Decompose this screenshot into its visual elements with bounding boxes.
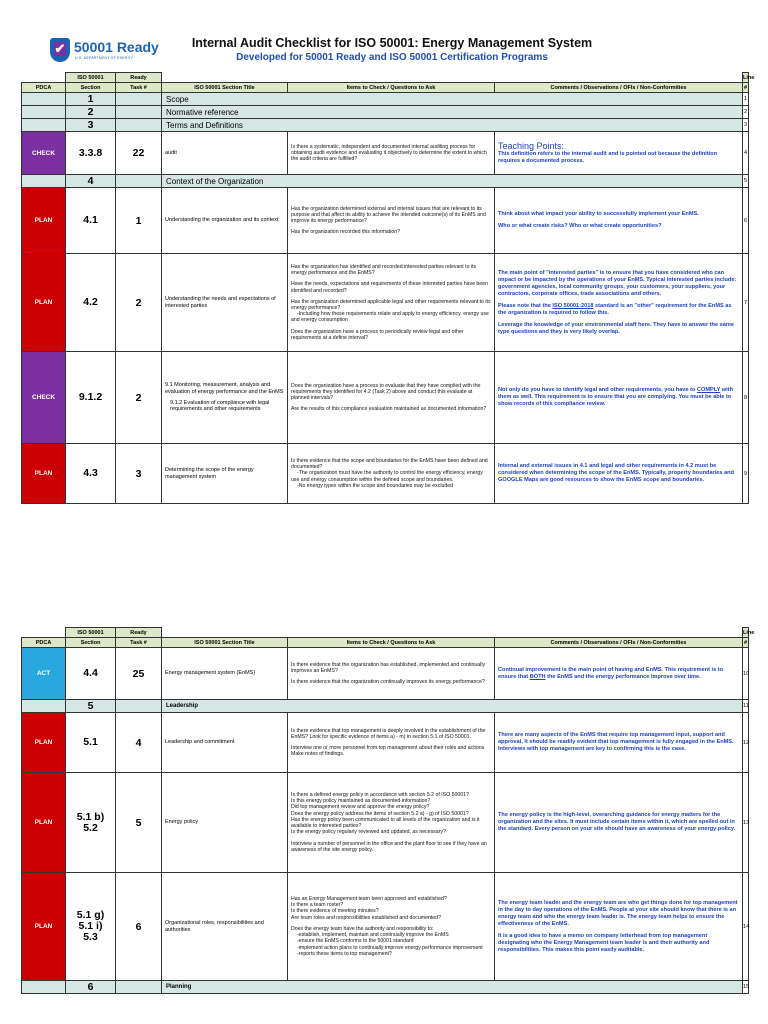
col-task: Task # [116, 638, 162, 648]
col-comments: Comments / Observations / OFIs / Non-Conformities [495, 83, 743, 93]
page-subtitle: Developed for 50001 Ready and ISO 50001 Certification Programs [236, 52, 548, 63]
col-items: Items to Check / Questions to Ask [288, 638, 495, 648]
table-row: CHECK 9.1.2 2 9.1 Monitoring, measurement, analysis and evaluation of energy performance and the EnMS 9.1.2 Evaluation of compliance with legal requirements and other requirements Does the organization have a process to evaluate that they have complied with the requirements they identified for 4.2 (Task 2) above and conduct this evaluate at planned intervals? Are the results of this compliance evaluation maintained as documented information? Not only do you have to identify legal and other requirements, you have to COMPLY with them as well. This requirement is to ensure that you are complying. You must be able to show records of this compliance review. 8 [22, 352, 749, 444]
pdca-badge: ACT [22, 648, 66, 700]
checklist-table-1 [21, 72, 755, 504]
col-ready-top: Ready [116, 628, 162, 638]
table-row: 3 Terms and Definitions 3 [22, 119, 749, 132]
table-row: PLAN 5.1 b) 5.2 5 Energy policy Is there a defined energy policy in accordance with section 5.2 of ISO 50001? Is this energy policy maintained as documented information? Did top management review and approve the energy policy? Does the energy policy address the items of section 5.2 a) - g) of ISO 50001? Has the energy policy been communicated to all levels of the organization and is it available to interested parties? Is the energy policy regularly reviewed and updated, as necessary? Interview a number of personnel in the office and the plant floor to see if they have an awareness of the site energy policy. The energy policy is the high-level, overarching guidance for energy matters for the organization and the sites. It must include certain items within it, which are spelled out in the standard. Every person on your site should have an awareness of your energy policy. 13 [22, 773, 749, 873]
table-row: 2 Normative reference 2 [22, 106, 749, 119]
table-row: PLAN 4.2 2 Understanding the needs and expectations of interested parties Has the organization has identified and recorded interested parties relevant to its energy performance and the EnMS? Have the needs, expectations and requirements of these interested parties have been identified and recorded? Has the organization determined applicable legal and other requirements relevant to its energy performance? -Including how these requirements relate and apply to energy efficiency, energy use and energy consumption Does the organization have a process to periodically review legal and other requirements at a define interval? The main point of "interested parties" is to ensure that you have considered who can impact or be impacted by the operations of your EnMS. Typical interested parties include: government agencies, local community groups, your customers, your suppliers, your contractors, corporate offices, trade associations and others. Please note that the ISO 50001:2018 standard is an "other" requirement for the EnMS as the organization is required to follow this. Leverage the knowledge of your environmental staff here. They have to answer the same type questions and they is very likely overlap. 7 [22, 254, 749, 352]
shield-icon: ✔ [50, 38, 70, 62]
col-items: Items to Check / Questions to Ask [288, 83, 495, 93]
col-title: ISO 50001 Section Title [162, 638, 288, 648]
checklist-table-2 [21, 627, 755, 994]
pdca-badge: PLAN [22, 188, 66, 254]
col-section: Section [66, 638, 116, 648]
table-row: PLAN 5.1 4 Leadership and commitment Is there evidence that top management is deeply involved in the establishment of the EnMS? Look for specific evidence of items a) - m) in section 5.1 of ISO 50001. Interview one or more personnel from top management about their roles and actions. Make notes of findings. There are many aspects of the EnMS that require top management input, support and approval. It should be readily evident that top management is fully engaged in the EnMS. Interviews with top management are key to confirming this is the case. 12 [22, 713, 749, 773]
pdca-badge: PLAN [22, 713, 66, 773]
pdca-badge: CHECK [22, 352, 66, 444]
pdca-badge: PLAN [22, 873, 66, 981]
table-row: 1 Scope 1 [22, 93, 749, 106]
col-title: ISO 50001 Section Title [162, 83, 288, 93]
col-line: # [743, 639, 748, 646]
table-row: ACT 4.4 25 Energy management system (EnMS) Is there evidence that the organization has established, implemented and continually improves an EnMS? Is there evidence that the organization continually improves its energy performance? Continual improvement is the main point of having and EnMS. This requirement is to ensure that BOTH the EnMS and the energy performance improve over time. 10 [22, 648, 749, 700]
col-ready-top: Ready [116, 73, 162, 83]
col-section: Section [66, 83, 116, 93]
pdca-badge: PLAN [22, 444, 66, 504]
page-title: Internal Audit Checklist for ISO 50001: Energy Management System [191, 36, 593, 50]
col-comments: Comments / Observations / OFIs / Non-Conformities [495, 638, 743, 648]
logo-subtext: U.S. DEPARTMENT OF ENERGY [75, 56, 134, 60]
table-row: PLAN 5.1 g) 5.1 i) 5.3 6 Organizational roles, responsibilities and authorities Has an Energy Management team been approved and established? Is there a team roster? Is there evidence of meeting minutes? Are team roles and responsibilities established and documented? Does the energy team have the authority and responsibility to: -establish, implement, maintain and continually improve the EnMS -ensure the EnMS conforms to the 50001 standard -implement action plans to continually improve energy performance improvement -reports these items to top management? The energy team leader and the energy team are who get things done for top management in the day to day operations of the EnMS. People at your site should know that there is an energy team and who the energy team leader is. The energy team helps to ensure the effectiveness of the EnMS. It is a good idea to have a memo on company letterhead from top management designating who the Energy Management team leader is and their authority and responsibilities. This makes this point easily auditable. 14 [22, 873, 749, 981]
table-row: 4 Context of the Organization 5 [22, 175, 749, 188]
50001-ready-logo [50, 38, 159, 64]
table-row: PLAN 4.3 3 Determining the scope of the energy management system Is there evidence that the scope and boundaries for the EnMS have been defined and documented? -The organization must have the authority to control the energy efficiency, energy use and energy consumption within the defined scope and boundaries. -No energy types within the scope and boundaries may be excluded Internal and external issues in 4.1 and legal and other requirements in 4.2 must be considered when determining the scope of the EnMS. Typically, property boundaries and GOOGLE Maps are good resources to show the EnMS scope and boundaries. 9 [22, 444, 749, 504]
col-pdca: PDCA [22, 83, 66, 93]
pdca-badge: PLAN [22, 773, 66, 873]
table-row: 6 Planning 15 [22, 981, 749, 994]
table-row: CHECK 3.3.8 22 audit Is there a systematic, independent and documented internal auditing process for obtaining audit evidence and evaluating it objectively to determine the extent to which the audit criteria are fulfilled? Teaching Points: This definition refers to the internal audit and is pointed out because the definition requires a documented process. 4 [22, 132, 749, 175]
table-row: 5 Leadership 11 [22, 700, 749, 713]
col-line-top: Line [743, 74, 755, 81]
col-iso-top: ISO 50001 [66, 73, 116, 83]
pdca-badge: CHECK [22, 132, 66, 175]
pdca-badge: PLAN [22, 254, 66, 352]
col-iso-top: ISO 50001 [66, 628, 116, 638]
logo-name: 50001 Ready [74, 39, 159, 55]
col-pdca: PDCA [22, 638, 66, 648]
col-task: Task # [116, 83, 162, 93]
col-line-top: Line [743, 629, 755, 636]
table-row: PLAN 4.1 1 Understanding the organization and its context Has the organization determined external and internal issues that are relevant to its purpose and that affect its ability to achieve the intended outcome(s) of its EnMS and improve its energy performance? Has the organization recorded this information? Think about what impact your ability to successfully implement your EnMS. Who or what create risks? Who or what create opportunities? 6 [22, 188, 749, 254]
col-line: # [743, 84, 748, 91]
